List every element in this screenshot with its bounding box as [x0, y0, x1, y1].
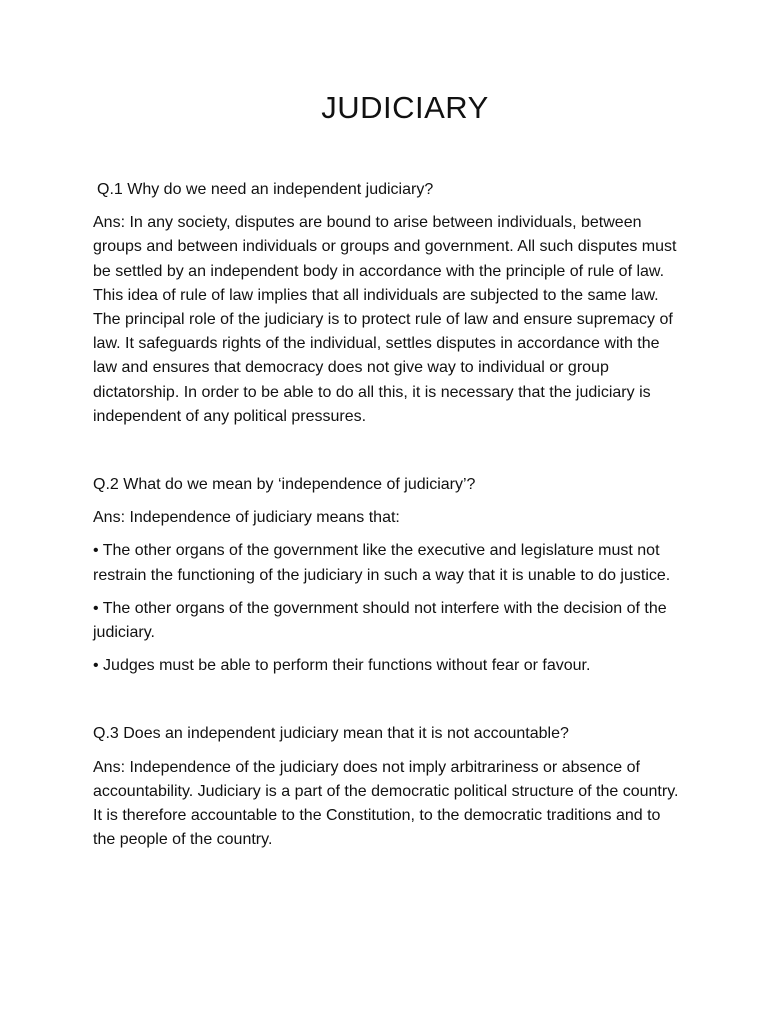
- question-1: Q.1 Why do we need an independent judiciary?: [97, 181, 434, 198]
- answer-2-bullet-2: • The other organs of the government should not interfere with the decision of the judiciary.: [93, 599, 667, 642]
- page-title: JUDICIARY: [321, 90, 489, 125]
- question-2: Q.2 What do we mean by ‘independence of judiciary’?: [93, 476, 476, 494]
- section-q3: [93, 722, 683, 852]
- document-body: [93, 178, 683, 896]
- answer-2-intro: Ans: Independence of judiciary means that:: [93, 509, 400, 527]
- answer-1-paragraph: Ans: In any society, disputes are bound to arise between individuals, between groups and between individuals or groups and government. All such disputes must be settled by an independent body in accordance with the principle of rule of law. This idea of rule of law implies that all individuals are subjected to the same law. The principal role of the judiciary is to protect rule of law and ensure supremacy of law. It safeguards rights of the individual, settles disputes in accordance with the law and ensures that democracy does not give way to individual or group dictatorship. In order to be able to do all this, it is necessary that the judiciary is independent of any political pressures.: [93, 214, 677, 425]
- answer-3-paragraph: Ans: Independence of the judiciary does not imply arbitrariness or absence of accountability. Judiciary is a part of the democratic political structure of the country. It is therefore accountable to the Constitution, to the democratic traditions and to the people of the country.: [93, 758, 679, 849]
- answer-2-bullet-1: • The other organs of the government like the executive and legislature must not restrain the functioning of the judiciary in such a way that it is unable to do justice.: [93, 542, 671, 584]
- section-q1: [93, 178, 683, 429]
- section-q2: [93, 473, 683, 678]
- question-3: Q.3 Does an independent judiciary mean that it is not accountable?: [93, 725, 569, 743]
- answer-2-bullet-3: • Judges must be able to perform their functions without fear or favour.: [93, 657, 591, 675]
